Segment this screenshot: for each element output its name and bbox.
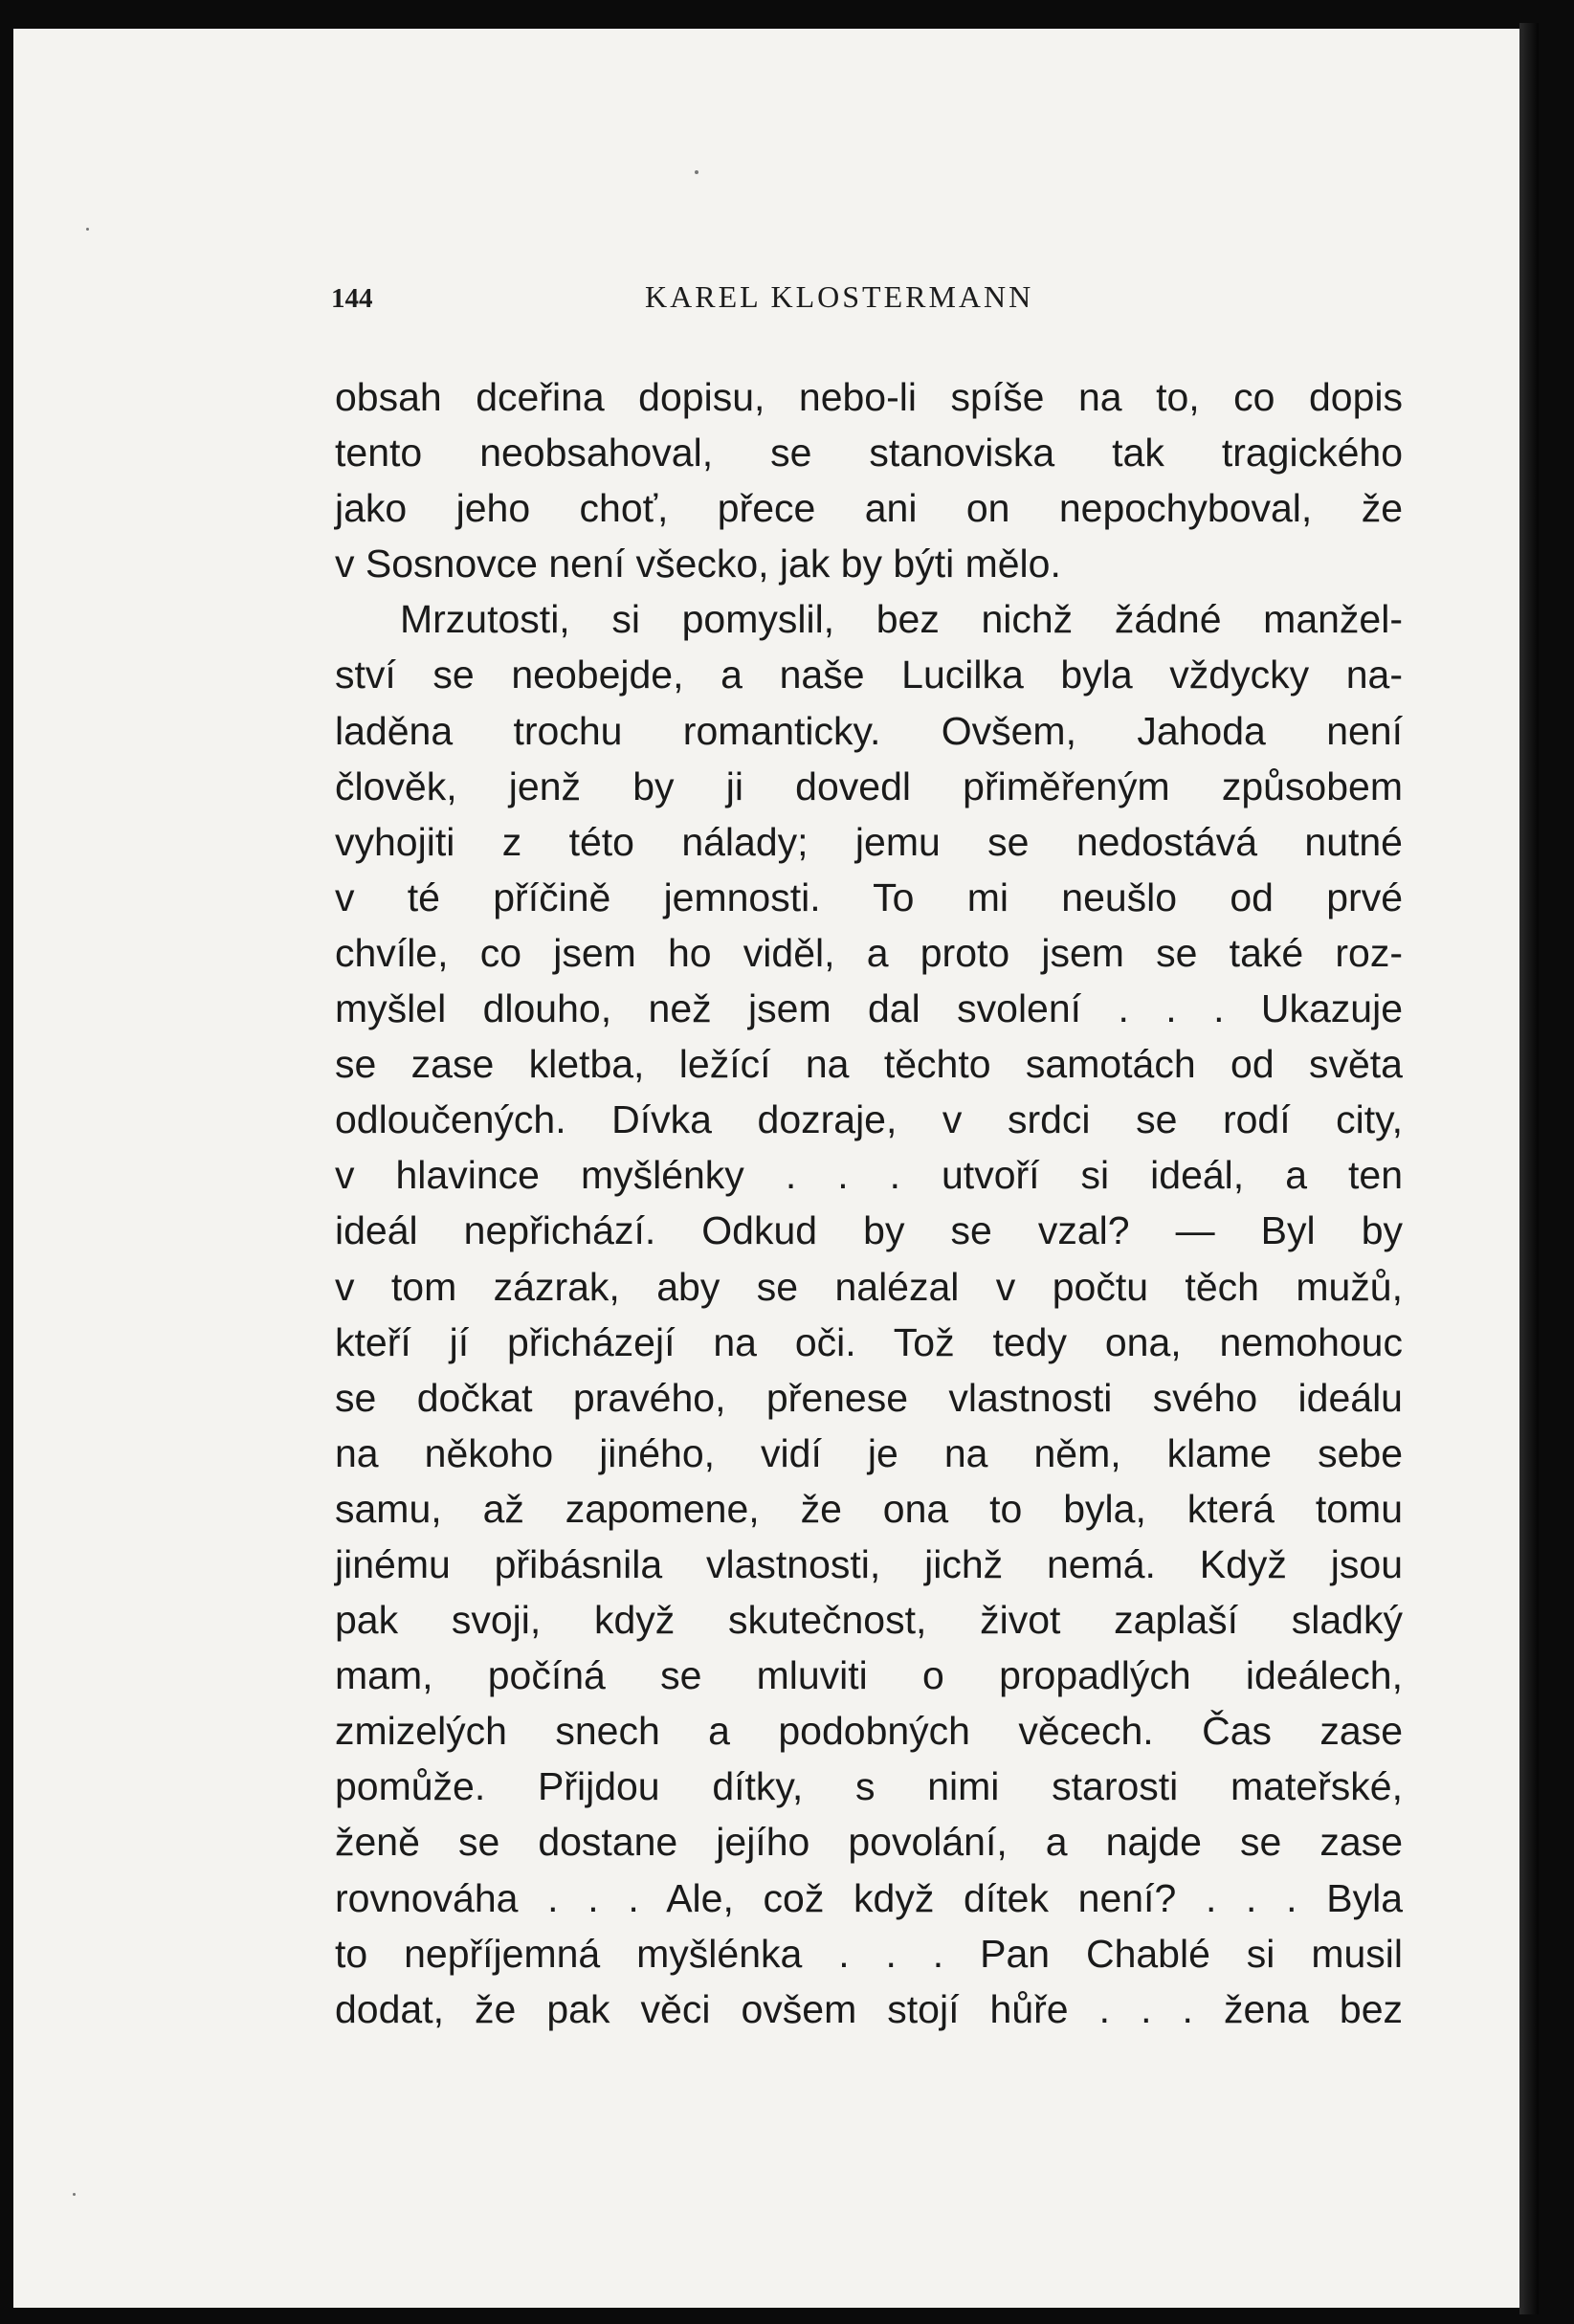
text-line: vyhojiti z této nálady; jemu se nedostává nutné xyxy=(335,819,1403,864)
text-line: v Sosnovce není všecko, jak by býti mělo. xyxy=(335,542,1061,587)
text-line: na někoho jiného, vidí je na něm, klame sebe xyxy=(335,1430,1403,1475)
text-line: kteří jí přicházejí na oči. Tož tedy ona, nemohouc xyxy=(335,1319,1403,1364)
running-head xyxy=(320,279,1420,327)
text-line: v hlavince myšlénky . . . utvoří si ideál, a ten xyxy=(335,1153,1403,1198)
text-line: myšlel dlouho, než jsem dal svolení . . . Ukazuje xyxy=(335,986,1403,1031)
text-line: mam, počíná se mluviti o propadlých ideálech, xyxy=(335,1653,1403,1698)
text-line: tento neobsahoval, se stanoviska tak tragického xyxy=(335,431,1403,476)
text-line: rovnováha . . . Ale, což když dítek není? . . . Byla xyxy=(335,1875,1403,1920)
text-line: v té příčině jemnosti. To mi neušlo od prvé xyxy=(335,874,1403,919)
scan-speck xyxy=(73,2193,76,2196)
text-line: laděna trochu romanticky. Ovšem, Jahoda není xyxy=(335,708,1403,753)
text-line: v tom zázrak, aby se nalézal v počtu těch mužů, xyxy=(335,1264,1403,1309)
text-line: obsah dceřina dopisu, nebo-li spíše na to, co dopis xyxy=(335,375,1403,419)
text-line: odloučených. Dívka dozraje, v srdci se rodí city, xyxy=(335,1097,1403,1142)
text-line: chvíle, co jsem ho viděl, a proto jsem se také roz- xyxy=(335,930,1403,975)
text-line: pomůže. Přijdou dítky, s nimi starosti mateřské, xyxy=(335,1764,1403,1809)
text-line: jinému přibásnila vlastnosti, jichž nemá. Když jsou xyxy=(335,1541,1403,1586)
text-line: ideál nepřichází. Odkud by se vzal? — Byl by xyxy=(335,1208,1403,1253)
body-text xyxy=(335,369,1403,2037)
author-name: KAREL KLOSTERMANN xyxy=(645,279,1034,314)
scan-speck xyxy=(86,228,89,231)
text-line: pak svoji, když skutečnost, život zaplaší sladký xyxy=(335,1598,1403,1643)
scan-speck xyxy=(695,170,698,174)
text-line: jako jeho choť, přece ani on nepochyboval, že xyxy=(335,486,1403,531)
text-line: zmizelých snech a podobných věcech. Čas zase xyxy=(335,1709,1403,1754)
text-line: ženě se dostane jejího povolání, a najde se zase xyxy=(335,1820,1403,1865)
text-line: člověk, jenž by ji dovedl přiměřeným způsobem xyxy=(335,764,1403,808)
text-line: to nepříjemná myšlénka . . . Pan Chablé si musil xyxy=(335,1931,1403,1976)
text-line: dodat, že pak věci ovšem stojí hůře . . . žena bez xyxy=(335,1986,1403,2031)
text-line: se zase kletba, ležící na těchto samotách od světa xyxy=(335,1042,1403,1087)
page-number: 144 xyxy=(331,283,373,314)
text-line: Mrzutosti, si pomyslil, bez nichž žádné manžel- xyxy=(400,597,1403,642)
text-line: ství se neobejde, a naše Lucilka byla vždycky na- xyxy=(335,653,1403,697)
page-edge-shadow xyxy=(1519,23,1539,2314)
text-line: samu, až zapomene, že ona to byla, která tomu xyxy=(335,1486,1403,1531)
book-page xyxy=(13,29,1519,2308)
text-line: se dočkat pravého, přenese vlastnosti svého ideálu xyxy=(335,1375,1403,1420)
